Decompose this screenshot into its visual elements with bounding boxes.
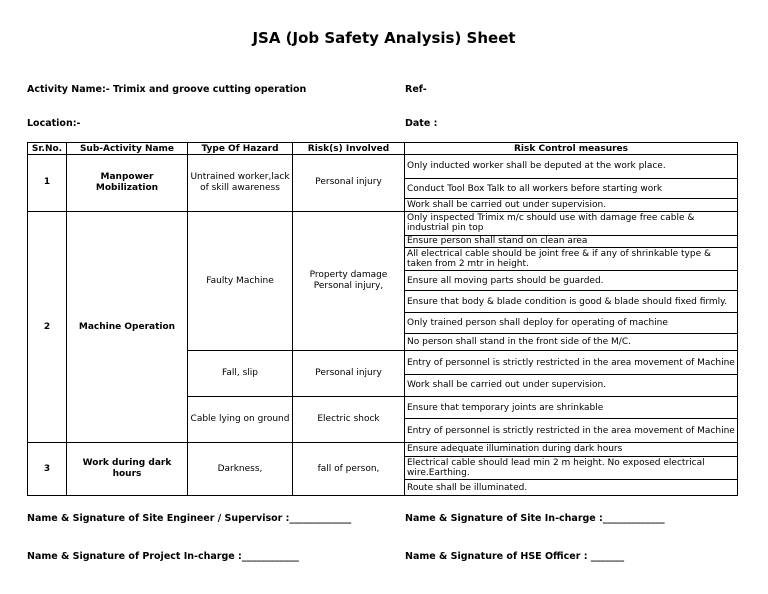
activity-name: Activity Name:- Trimix and groove cutting operation xyxy=(27,84,307,95)
control-measure: Ensure person shall stand on clean area xyxy=(405,235,738,247)
control-measure: Conduct Tool Box Talk to all workers before starting work xyxy=(405,178,738,199)
sub-activity-name: Manpower Mobilization xyxy=(67,155,188,212)
column-header: Sub-Activity Name xyxy=(67,143,188,155)
risk-involved: fall of person, xyxy=(293,443,405,496)
control-measure: Ensure that body & blade condition is good & blade should fixed firmly. xyxy=(405,291,738,313)
sr-number: 2 xyxy=(28,211,67,442)
hazard-type: Cable lying on ground xyxy=(188,396,293,442)
control-measure: Ensure that temporary joints are shrinkable xyxy=(405,396,738,419)
column-header: Risk(s) Involved xyxy=(293,143,405,155)
risk-involved: Personal injury xyxy=(293,351,405,396)
table-row xyxy=(28,155,738,179)
hazard-type: Untrained worker,lack of skill awareness xyxy=(188,155,293,212)
column-header: Sr.No. xyxy=(28,143,67,155)
control-measure: Only inducted worker shall be deputed at the work place. xyxy=(405,155,738,179)
column-header: Risk Control measures xyxy=(405,143,738,155)
risk-involved: Electric shock xyxy=(293,396,405,442)
control-measure: Work shall be carried out under supervision. xyxy=(405,199,738,211)
sr-number: 3 xyxy=(28,443,67,496)
hse-officer-signature: Name & Signature of HSE Officer : _______ xyxy=(405,551,625,562)
location-field: Location:- xyxy=(27,118,81,129)
table-row xyxy=(28,443,738,456)
ref-field: Ref- xyxy=(405,84,427,95)
control-measure: Entry of personnel is strictly restricted in the area movement of Machine xyxy=(405,419,738,443)
control-measure: Ensure adequate illumination during dark hours xyxy=(405,443,738,456)
hazard-type: Faulty Machine xyxy=(188,211,293,350)
hazard-type: Darkness, xyxy=(188,443,293,496)
risk-involved: Personal injury xyxy=(293,155,405,212)
control-measure: Entry of personnel is strictly restricted in the area movement of Machine xyxy=(405,351,738,375)
control-measure: All electrical cable should be joint free & if any of shrinkable type & taken from 2 mtr in height. xyxy=(405,247,738,270)
control-measure: Ensure all moving parts should be guarded. xyxy=(405,270,738,291)
control-measure: Only trained person shall deploy for operating of machine xyxy=(405,313,738,334)
table-row xyxy=(28,211,738,235)
date-field: Date : xyxy=(405,118,438,129)
jsa-table xyxy=(27,142,738,496)
control-measure: Only inspected Trimix m/c should use with damage free cable & industrial pin top xyxy=(405,211,738,235)
control-measure: Route shall be illuminated. xyxy=(405,480,738,496)
risk-involved: Property damage Personal injury, xyxy=(293,211,405,350)
site-engineer-signature: Name & Signature of Site Engineer / Supervisor :_____________ xyxy=(27,513,352,524)
table-header-row xyxy=(28,143,738,155)
site-incharge-signature: Name & Signature of Site In-charge :_____________ xyxy=(405,513,665,524)
sr-number: 1 xyxy=(28,155,67,212)
sub-activity-name: Work during dark hours xyxy=(67,443,188,496)
page-title: JSA (Job Safety Analysis) Sheet xyxy=(252,29,516,47)
sub-activity-name: Machine Operation xyxy=(67,211,188,442)
column-header: Type Of Hazard xyxy=(188,143,293,155)
control-measure: No person shall stand in the front side of the M/C. xyxy=(405,333,738,351)
project-incharge-signature: Name & Signature of Project In-charge :____________ xyxy=(27,551,299,562)
control-measure: Work shall be carried out under supervision. xyxy=(405,375,738,397)
control-measure: Electrical cable should lead min 2 m height. No exposed electrical wire.Earthing. xyxy=(405,456,738,480)
hazard-type: Fall, slip xyxy=(188,351,293,396)
